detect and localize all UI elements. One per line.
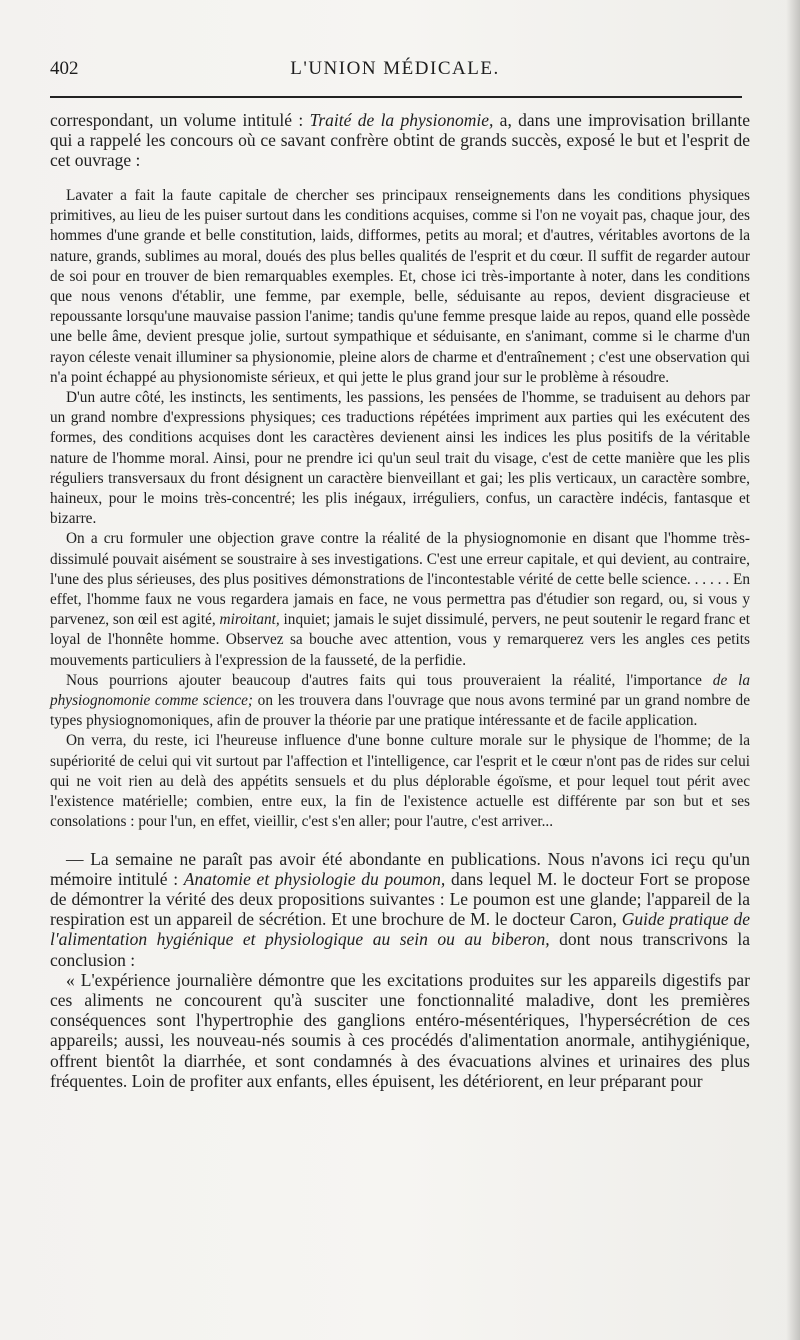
- publications-text-a: — La semaine ne paraît pas avoir été abondante en publications. Nous n'avons ici reçu qu'un mémoire intitulé :: [50, 848, 750, 889]
- book-title: Traité de la physionomie,: [309, 110, 494, 130]
- intro-text-before: correspondant, un volume intitulé :: [50, 110, 310, 130]
- publications-text-b: dans lequel M. le docteur Fort se propose de démontrer la vérité des deux propositions suivantes : Le poumon est une glande; l'appareil de la respiration est un appareil de sécrétion. Et une brochure de M. le docteur Caron,: [50, 868, 751, 930]
- running-title: L'UNION MÉDICALE.: [290, 58, 500, 79]
- page-edge-shadow: [786, 0, 800, 1340]
- quote-p4-text-a: Nous pourrions ajouter beaucoup d'autres faits qui tous prouveraient la réalité, l'importance: [66, 671, 713, 689]
- quote-paragraph-1: Lavater a fait la faute capitale de chercher ses principaux renseignements dans les conditions physiques primitives, au lieu de les puiser surtout dans les conditions acquises, comme si l'on ne voyait pas, chaque jour, des hommes d'une grande et belle constitution, laids, difformes, petits au moral; et d'autres, véritables avortons de la nature, grands, sublimes au moral, doués des plus belles qualités de l'esprit et du cœur. Il suffit de regarder autour de soi pour en trouver de bien remarquables exemples. Et, chose ici très-importante à noter, dans les conditions que nous venons d'établir, une femme, par exemple, belle, séduisante au repos, devient disgracieuse et repoussante lorsqu'une mauvaise passion l'anime; tandis qu'une femme presque laide au repos, quand elle possède une belle âme, devient presque jolie, surtout sympathique et séduisante, en s'animant, comme si le charme d'un rayon céleste venait illuminer sa physionomie, pleine alors de charme et d'entraînement ; c'est une observation qui n'a point échappé au physionomiste sérieux, et qui jette le plus grand jour sur le problème à résoudre.: [50, 187, 750, 386]
- page-number: 402: [50, 58, 79, 79]
- intro-paragraph: [50, 110, 750, 170]
- quote-paragraph-2: D'un autre côté, les instincts, les sentiments, les passions, les pensées de l'homme, se traduisent au dehors par un grand nombre d'expressions physiques; ces traductions répétées impriment aux parties qui les exécutent des formes, des conditions acquises dont les caractères devienent ainsi les indices les plus positifs de la véritable nature de l'homme moral. Ainsi, pour ne prendre ici qu'un seul trait du visage, c'est de cette manière que les plis réguliers transversaux du front désignent un caractère bienveillant et gai; les plis verticaux, un caractère sombre, haineux, pour le moins très-concentré; les plis inégaux, irréguliers, confus, un caractère indécis, fantasque et bizarre.: [50, 389, 750, 528]
- article-body: [50, 110, 750, 1091]
- publications-text-c: dont nous transcrivons la conclusion :: [50, 929, 750, 970]
- conclusion-quote-paragraph: « L'expérience journalière démontre que les excitations produites sur les appareils digestifs par ces aliments ne concourent qu'à susciter une fonctionnalité maladive, dont les premières conséquences sont l'hypertrophie des ganglions entéro-mésentériques, l'hypersécrétion de ces appareils; aussi, les nouveau-nés soumis à ces procédés d'alimentation anormale, antihygiénique, offrent bientôt la diarrhée, et sont condamnés à des évacuations alvines et urinaires des plus fréquentes. Loin de profiter aux enfants, elles épuisent, les détériorent, en leur préparant pour: [50, 969, 750, 1091]
- quote-p3-text-a: On a cru formuler une objection grave contre la réalité de la physiognomonie en disant que l'homme très-dissimulé pouvait aisément se soustraire à ses investigations. C'est une erreur capitale, et qui devient, au contraire, l'une des plus sérieuses, des plus positives démonstrations de l'incontestable vérité de cette belle science. . . . . . En effet, l'homme faux ne vous regardera jamais en face, ne vous permettra pas d'étudier son regard, ou, si vous y parvenez, son œil est agité,: [50, 530, 750, 629]
- quote-p4-emphasis: de la physiognomonie comme science;: [50, 671, 750, 710]
- header-rule: [50, 96, 742, 98]
- memoir-title: Anatomie et physiologie du poumon,: [183, 868, 446, 889]
- brochure-title: Guide pratique de l'alimentation hygiénique et physiologique au sein ou au biberon,: [50, 909, 750, 950]
- quote-p3-emphasis: miroitant,: [219, 611, 280, 629]
- publications-section: [50, 849, 750, 1091]
- intro-text-after: a, dans une improvisation brillante qui a rappelé les concours où ce savant confrère obtint de grands succès, exposé le but et l'esprit de cet ouvrage :: [50, 110, 750, 170]
- quote-paragraph-5: On verra, du reste, ici l'heureuse influence d'une bonne culture morale sur le physique de l'homme; de la supériorité de celui qui vit surtout par l'affection et l'intelligence, car l'esprit et le cœur n'ont pas de rides sur celui qui ne voit rien au delà des appétits sensuels et du plus déplorable égoïsme, et pour lequel tout périt avec l'existence matérielle; combien, entre eux, la fin de l'existence actuelle est différente par son but et ses consolations : pour l'un, en effet, vieillir, c'est s'en aller; pour l'autre, c'est arriver...: [50, 732, 750, 831]
- publications-paragraph: [50, 849, 750, 970]
- quote-paragraph-3: [50, 529, 750, 670]
- quote-p3-text-b: inquiet; jamais le sujet dissimulé, pervers, ne peut soutenir le regard franc et loyal de l'honnête homme. Observez sa bouche avec attention, vous y remarquerez vers les angles ces petits mouvements particuliers à l'expression de la fausseté, de la perfidie.: [50, 611, 751, 669]
- quoted-excerpt: [50, 186, 750, 833]
- quote-paragraph-4: [50, 671, 750, 732]
- page-header: [50, 58, 740, 84]
- quote-p4-text-b: on les trouvera dans l'ouvrage que nous avons terminé par un grand nombre de types physiognomoniques, afin de prouver la théorie par une pratique intéressante et de facile application.: [50, 692, 750, 730]
